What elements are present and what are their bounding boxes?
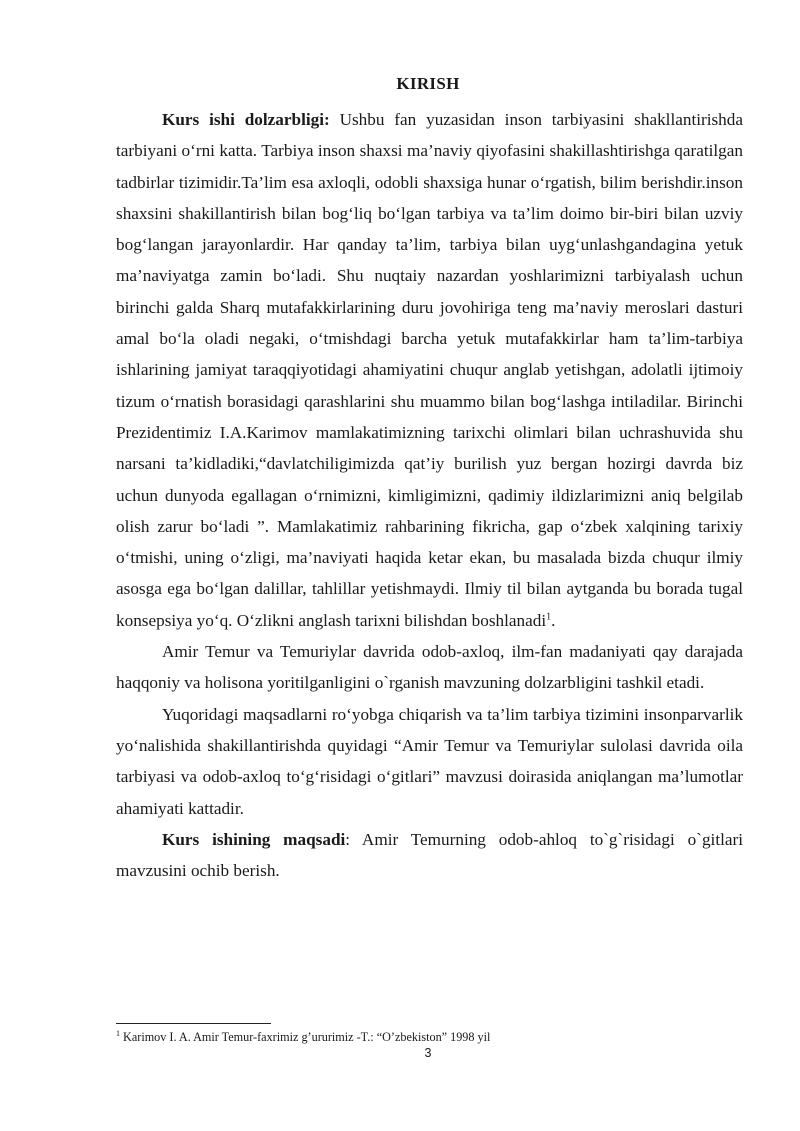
paragraph-relevance (116, 104, 743, 636)
paragraph-text: Ushbu fan yuzasidan inson tarbiyasini shakllantirishda tarbiyani o‘rni katta. Tarbiya inson shaxsi ma’naviy qiyofasini shakillashtirishga qaratilgan tadbirlar tizimidir.Ta’lim esa axloqli, odobli shaxsiga hunar o‘rgatish, bilim berishdir.inson shaxsini shakillantirish bilan bog‘liq bo‘lgan tarbiya va ta’lim doimo bir-biri bilan uzviy bog‘langan jarayonlardir. Har qanday ta’lim, tarbiya bilan uyg‘unlashgandagina yetuk ma’naviyatga zamin bo‘ladi. Shu nuqtaiy nazardan yoshlarimizni tarbiyalash uchun birinchi galda Sharq mutafakkirlarining duru jovohiriga teng ma’naviy meroslari dasturi amal bo‘la oladi negaki, o‘tmishdagi barcha yetuk mutafakkirlar ham ta’lim-tarbiya ishlarining jamiyat taraqqiyotidagi ahamiyatini chuqur anglab yetishgan, adolatli ijtimoiy tizum o‘rnatish borasidagi qarashlarini shu muammo bilan bog‘lashga intiladilar. Birinchi Prezidentimiz I.A.Karimov mamlakatimizning tarixchi olimlari bilan uchrashuvida shu narsani ta’kidladiki,“davlatchiligimizda qat’iy burilish yuz bergan hozirgi davrda biz uchun dunyoda egallagan o‘rnimizni, kimligimizni, qadimiy ildizlarimizni aniq belgilab olish zarur bo‘ladi ”. Mamlakatimiz rahbarining fikricha, gap o‘zbek xalqining tarixiy o‘tmishi, uning o‘zligi, ma’naviyati haqida ketar ekan, bu masalada bizda chuqur ilmiy asosga ega bo‘lgan dalillar, tahlillar yetishmaydi. Ilmiy til bilan aytganda bu borada tugal konsepsiya yo‘q. O‘zlikni anglash tarixni bilishdan boshlanadi (116, 110, 744, 630)
paragraph-text: : Amir Temurning odob-ahloq to`g`risidagi o`gitlari mavzusini ochib berish. (116, 829, 743, 881)
page-number: 3 (424, 1046, 432, 1060)
paragraph-period (116, 636, 743, 699)
body-text (116, 104, 743, 886)
footnote-reference[interactable]: 1 (546, 611, 552, 623)
footnote-divider (116, 1023, 271, 1024)
paragraph-goals (116, 699, 743, 824)
paragraph-aim (116, 824, 743, 887)
paragraph-lead: Kurs ishining maqsadi (162, 829, 346, 849)
paragraph-text: Yuqoridagi maqsadlarni ro‘yobga chiqarish va ta’lim tarbiya tizimini insonparvarlik yo‘nalishida shakillantirishda quyidagi “Amir Temur va Temuriylar sulolasi davrida oila tarbiyasi va odob-axloq to‘g‘risidagi o‘gitlari” mavzusi doirasida aniqlangan ma’lumotlar ahamiyati kattadir. (116, 704, 743, 818)
footnote-mark: 1 (116, 1028, 120, 1038)
footnote (116, 1030, 756, 1045)
footnote-text: Karimov I. A. Amir Temur-faxrimiz g’ururimiz -T.: “O’zbekiston” 1998 yil (120, 1030, 491, 1044)
section-heading: KIRISH (396, 74, 460, 93)
paragraph-text: Amir Temur va Temuriylar davrida odob-axloq, ilm-fan madaniyati qay darajada haqqoniy va holisona yoritilganligini o`rganish mavzuning dolzarbligini tashkil etadi. (116, 642, 743, 693)
paragraph-tail: . (551, 610, 556, 630)
paragraph-lead: Kurs ishi dolzarbligi: (162, 110, 330, 129)
